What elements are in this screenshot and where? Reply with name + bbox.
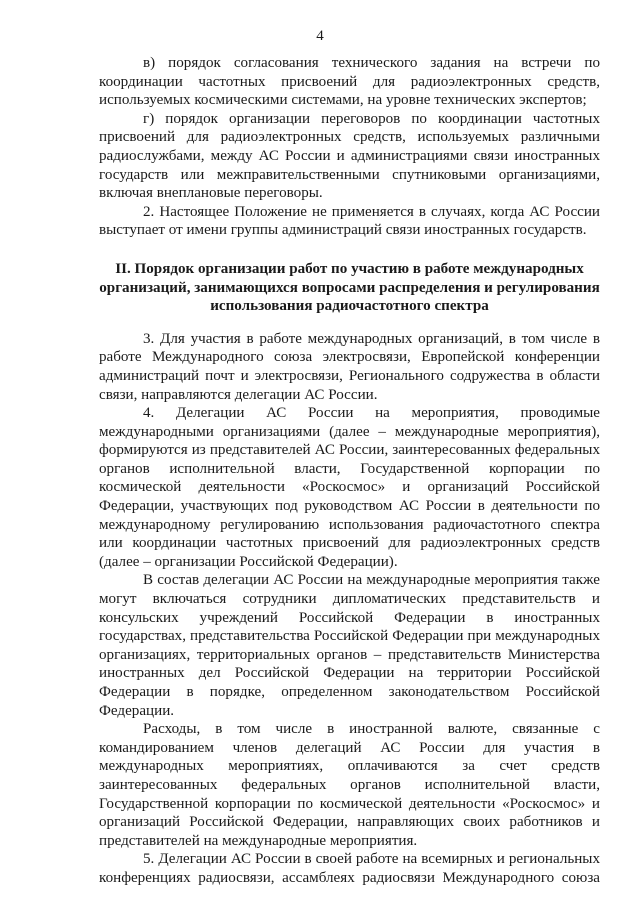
paragraph-delegation-composition: В состав делегации АС России на международные мероприятия также могут включаться сотрудники дипломатических представительств и консульских учреждений Российской Федерации в иностранных государствах, представительства Российской Федерации при международных организациях, территориальных органов – представительств Министерства иностранных дел Российской Федерации на территории Российской Федерации в порядке, определенном законодательством Российской Федерации. — [99, 572, 600, 719]
document-body — [99, 54, 600, 888]
paragraph-clause-3: 3. Для участия в работе международных организаций, в том числе в работе Международного союза электросвязи, Европейской конференции администраций почт и электросвязи, Регионального содружества в области связи, направляются делегации АС России. — [99, 330, 600, 403]
page-number: 4 — [316, 28, 324, 44]
paragraph-clause-5: 5. Делегации АС России в своей работе на всемирных и региональных конференциях радиосвязи, ассамблеях радиосвязи Международного союза — [99, 851, 600, 886]
paragraph-item-v: в) порядок согласования технического задания на встречи по координации частотных присвоений для радиоэлектронных средств, используемых космическими системами, на уровне технических экспертов; — [99, 55, 600, 109]
paragraph-clause-4: 4. Делегации АС России на мероприятия, проводимые международными организациями (далее – международные мероприятия), формируются из представителей АС России, заинтересованных федеральных органов исполнительной власти, Государственной корпорации по космической деятельности «Роскосмос» и организаций Российской Федерации, участвующих под руководством АС России в деятельности по международному регулированию использования радиочастотного спектра или координации частотных присвоений для радиоэлектронных средств (далее – организации Российской Федерации). — [99, 405, 600, 570]
paragraph-clause-2: 2. Настоящее Положение не применяется в случаях, когда АС России выступает от имени группы администраций связи иностранных государств. — [99, 203, 600, 239]
paragraph-expenses: Расходы, в том числе в иностранной валюте, связанные с командированием членов делегаций АС России для участия в международных мероприятиях, оплачиваются за счет средств заинтересованных федеральных органов исполнительной власти, Государственной корпорации по космической деятельности «Роскосмос» и организаций Российской Федерации, направляющих своих работников и представителей на международные мероприятия. — [99, 721, 600, 849]
section-heading: II. Порядок организации работ по участию в работе международных организаций, занимающихся вопросами распределения и регулирования использования радиочастотного спектра — [99, 260, 600, 315]
paragraph-item-g: г) порядок организации переговоров по координации частотных присвоений для радиоэлектронных средств, используемых различными радиослужбами, между АС России и администрациями связи иностранных государств или межправительственными спутниковыми организациями, включая внеплановые переговоры. — [99, 110, 600, 202]
